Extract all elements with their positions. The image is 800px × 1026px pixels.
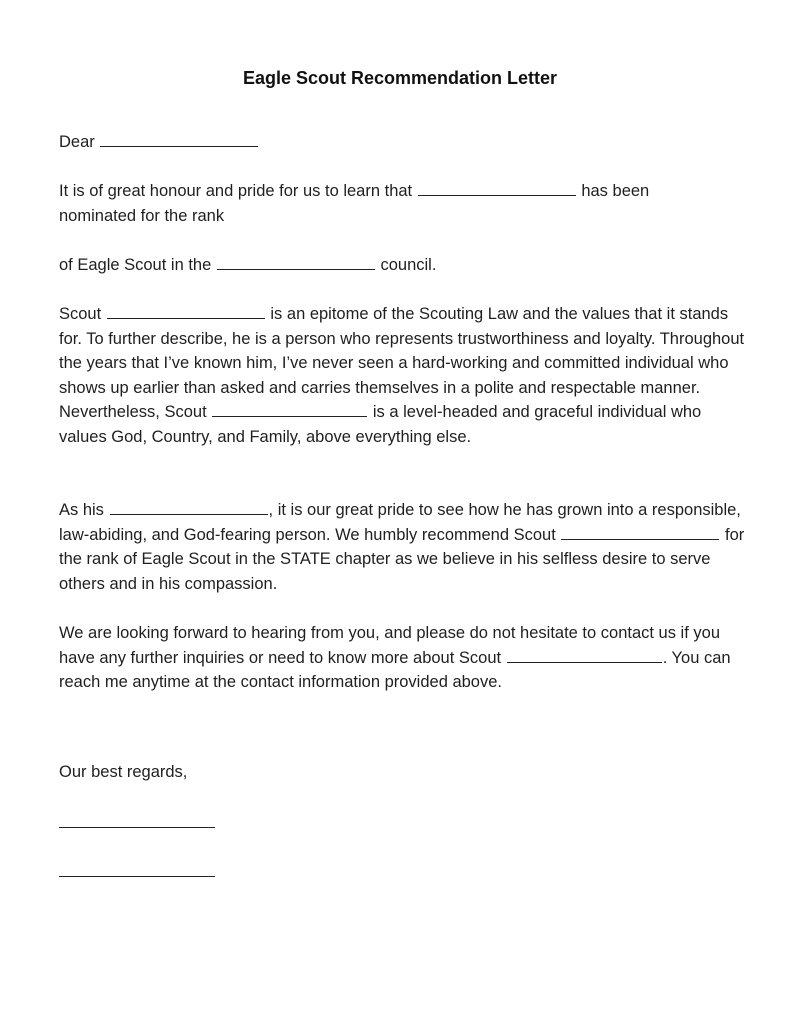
- nomination-text-end: has been: [581, 182, 650, 200]
- printed-name-line[interactable]: [59, 876, 215, 877]
- contact-paragraph: [59, 621, 749, 695]
- recommendation-text-end: for the rank of Eagle Scout in the STATE chapter as we believe in his selfless desire to serve others and in his compassion.: [59, 525, 745, 593]
- contact-text-end: . You can reach me anytime at the contact information provided above.: [59, 648, 731, 691]
- scout-name-blank-3[interactable]: [212, 401, 367, 417]
- scout-name-blank-4[interactable]: [561, 524, 719, 540]
- nomination-paragraph: [59, 179, 749, 228]
- scout-name-blank-1[interactable]: [418, 180, 576, 196]
- nomination-text-start: It is of great honour and pride for us to learn that: [59, 182, 413, 200]
- council-name-blank[interactable]: [217, 254, 375, 270]
- character-text-middle: is an epitome of the Scouting Law and the values that it stands for. To further describe, he is a person who represents trustworthiness and loyalty. Throughout the years that I’ve known him, I’ve never seen a hard-working and committed individual who shows up earlier than asked and carries themselves in a polite and respectable manner. Nevertheless, Scout: [59, 305, 745, 421]
- scout-name-blank-5[interactable]: [507, 647, 662, 663]
- council-text-start: of Eagle Scout in the: [59, 256, 212, 274]
- recipient-name-blank[interactable]: [100, 131, 258, 147]
- council-text-end: council.: [380, 256, 437, 274]
- closing-text: Our best regards,: [59, 763, 188, 781]
- relationship-blank[interactable]: [110, 499, 268, 515]
- scout-name-blank-2[interactable]: [107, 303, 265, 319]
- signature-line[interactable]: [59, 827, 215, 828]
- character-paragraph: [59, 302, 749, 449]
- nomination-text-line2: nominated for the rank: [59, 206, 225, 225]
- letter-title: Eagle Scout Recommendation Letter: [242, 68, 558, 88]
- recommendation-text-middle: , it is our great pride to see how he has grown into a responsible, law-abiding, and God-fearing person. We humbly recommend Scout: [59, 501, 741, 544]
- salutation-paragraph: [59, 130, 749, 155]
- recommendation-text-start: As his: [59, 501, 104, 519]
- salutation-text: Dear: [59, 133, 95, 151]
- recommendation-paragraph: [59, 498, 749, 596]
- character-text-start: Scout: [59, 305, 102, 323]
- character-text-end: is a level-headed and graceful individual who values God, Country, and Family, above everything else.: [59, 403, 702, 446]
- council-paragraph: [59, 253, 749, 278]
- contact-text-start: We are looking forward to hearing from you, and please do not hesitate to contact us if you have any further inquiries or need to know more about Scout: [59, 624, 720, 667]
